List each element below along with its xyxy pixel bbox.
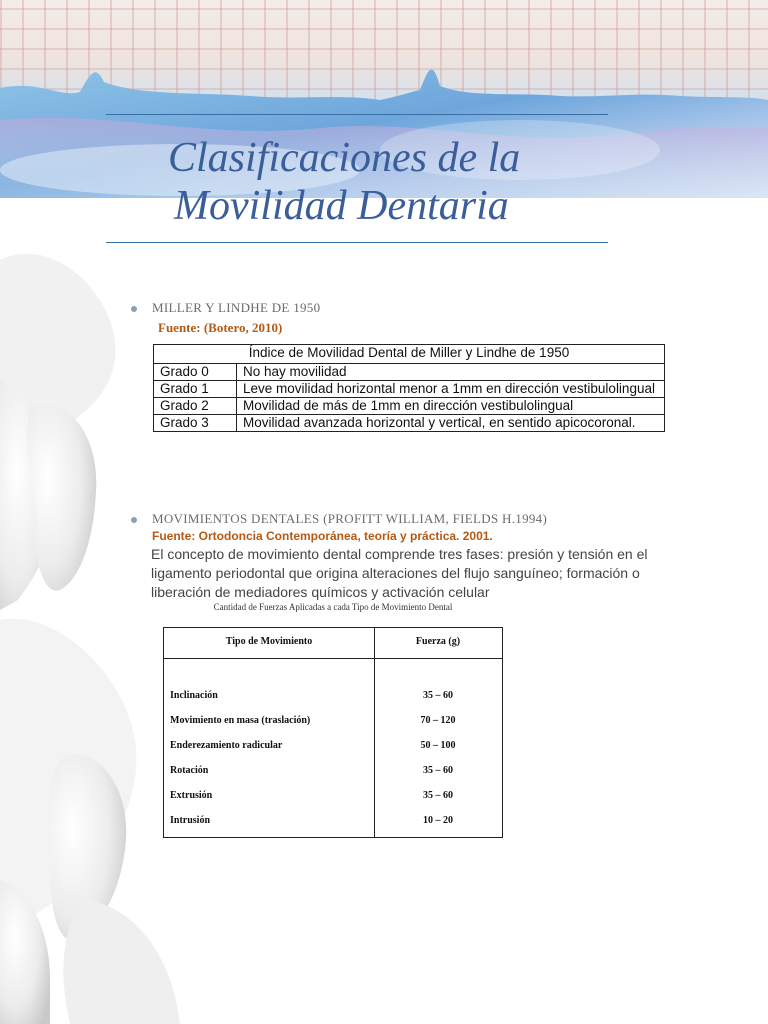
grade-cell: Grado 2 [154,398,237,415]
section-2-heading: MOVIMIENTOS DENTALES (PROFITT WILLIAM, FIELDS H.1994) [152,511,548,526]
movement-name: Rotación [170,765,209,776]
table-row [154,381,665,398]
grade-cell: Grado 1 [154,381,237,398]
table-row [164,790,502,804]
description-cell: Movilidad avanzada horizontal y vertical, en sentido apicocoronal. [237,415,665,432]
table-row [154,364,665,381]
title-line-1: Clasificaciones de la [168,135,521,181]
column-header-movement: Tipo de Movimiento [225,636,313,647]
force-table-caption: Cantidad de Fuerzas Aplicadas a cada Tipo de Movimiento Dental [213,602,453,612]
description-cell: No hay movilidad [237,364,665,381]
table-header: Índice de Movilidad Dental de Miller y Lindhe de 1950 [154,345,665,364]
force-value: 35 – 60 [423,765,453,776]
description-cell: Leve movilidad horizontal menor a 1mm en dirección vestibulolingual [237,381,665,398]
grade-cell: Grado 0 [154,364,237,381]
bullet-section-2 [131,517,137,523]
section-2-paragraph: El concepto de movimiento dental comprende tres fases: presión y tensión en el ligamento periodontal que origina alteraciones del flujo sanguíneo; formación o liberación de mediadores químicos y activación celular [151,546,648,600]
column-header-force: Fuerza (g) [415,636,461,647]
movement-name: Enderezamiento radicular [170,740,283,751]
mobility-index-table [153,344,665,432]
force-table [163,627,503,838]
force-value: 70 – 120 [420,715,456,726]
page-title [168,134,728,230]
section-1-source: Fuente: (Botero, 2010) [158,320,283,335]
header-divider [164,658,502,659]
movement-name: Extrusión [170,790,213,801]
table-row [164,815,502,829]
movement-name: Intrusión [170,815,211,826]
section-2-source: Fuente: Ortodoncia Contemporánea, teoría y práctica. 2001. [152,529,493,543]
table-row [154,415,665,432]
force-value: 35 – 60 [423,790,453,801]
title-line-2: Movilidad Dentaria [174,183,509,229]
table-row [164,765,502,779]
table-row [164,690,502,704]
movement-name: Movimiento en masa (traslación) [170,715,311,726]
movement-name: Inclinación [170,690,218,701]
table-row [164,740,502,754]
force-value: 10 – 20 [423,815,453,826]
table-header-row [154,345,665,364]
description-cell: Movilidad de más de 1mm en dirección vestibulolingual [237,398,665,415]
column-divider [374,628,375,837]
section-1-heading: MILLER Y LINDHE DE 1950 [152,300,321,315]
table-row [154,398,665,415]
table-row [164,715,502,729]
grade-cell: Grado 3 [154,415,237,432]
bullet-section-1 [131,306,137,312]
title-rule-top [106,114,608,115]
force-value: 50 – 100 [420,740,456,751]
force-value: 35 – 60 [423,690,453,701]
